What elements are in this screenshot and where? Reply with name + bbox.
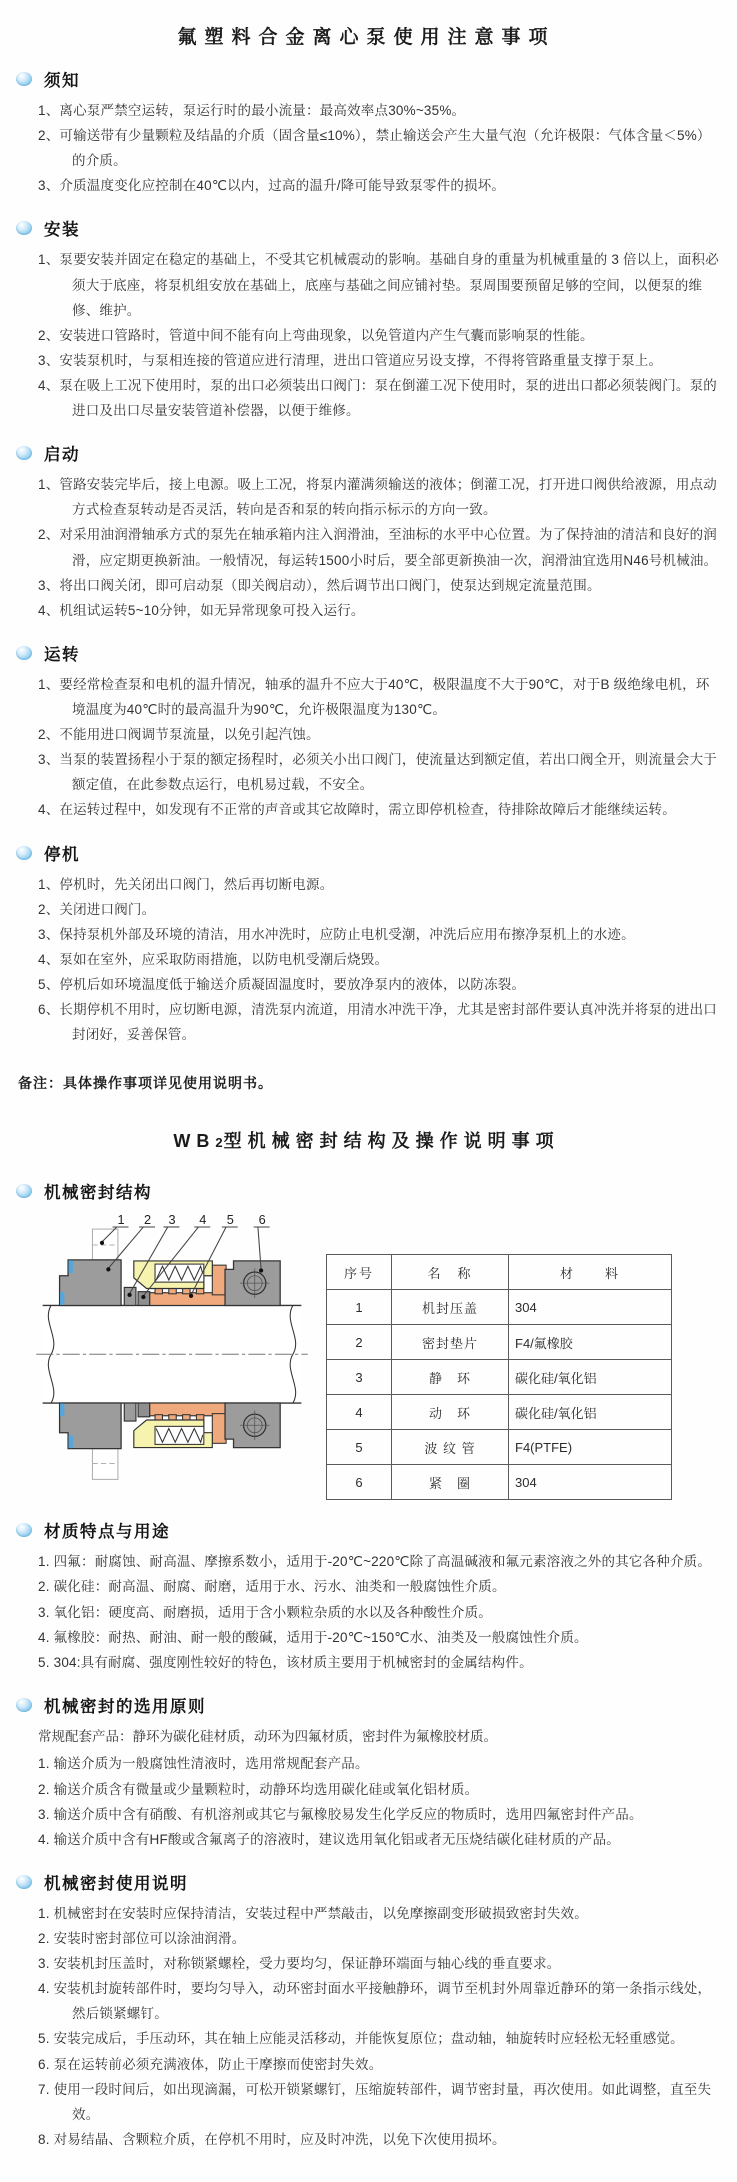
section-title-usage: 机械密封使用说明 [44,1874,188,1893]
section-title-selection: 机械密封的选用原则 [44,1697,206,1716]
cell-name: 紧 圈 [392,1465,509,1500]
seal-diagram-wrap [36,1210,308,1495]
list-item: 3、介质温度变化应控制在40℃以内，过高的温升/降可能导致泵零件的损坏。 [38,178,506,194]
list-item: 3. 输送介质中含有硝酸、有机溶剂或其它与氟橡胶易发生化学反应的物质时，选用四氟密封件产品。 [38,1806,643,1822]
bullet-icon [16,1184,32,1198]
list-item: 2、关闭进口阀门。 [38,901,156,917]
cell-material: F4(PTFE) [509,1430,672,1465]
cell-index: 5 [327,1430,392,1465]
cell-material: 304 [509,1290,672,1325]
col-header-name: 名 称 [392,1255,509,1290]
section-heading-shutdown [16,841,719,865]
list-item: 4. 安装机封旋转部件时，要均匀导入，动环密封面水平接触静环，调节至机封外周靠近静环的第一条指示线处，然后锁紧螺钉。 [38,1981,712,2022]
section-heading-selection [16,1693,719,1717]
cell-name: 波 纹 管 [392,1430,509,1465]
cell-index: 3 [327,1360,392,1395]
list-item: 5. 304:具有耐腐、强度刚性较好的特色，该材质主要用于机械密封的金属结构件。 [38,1654,533,1670]
bullet-icon [16,446,32,460]
cell-material: 碳化硅/氧化铝 [509,1360,672,1395]
list-item: 2. 安装时密封部位可以涂油润滑。 [38,1931,246,1947]
cell-index: 1 [327,1290,392,1325]
bullet-icon [16,646,32,660]
table-header-row [327,1255,672,1290]
shutdown-list [38,872,719,1048]
page-title: 氟塑料合金离心泵使用注意事项 [177,27,556,48]
callout-4: 4 [199,1212,207,1228]
callout-3: 3 [168,1212,176,1228]
list-item: 4、泵在吸上工况下使用时，泵的出口必须装出口阀门：泵在倒灌工况下使用时，泵的进出口都必须装阀门。泵的进口及出口尽量安装管道补偿器，以便于维修。 [38,377,718,419]
seal-parts-table [326,1254,672,1500]
list-item: 2、安装进口管路时，管道中间不能有向上弯曲现象，以免管道内产生气囊而影响泵的性能。 [38,327,594,343]
section-heading-notice [16,67,719,91]
list-item: 4. 输送介质中含有HF酸或含氟离子的溶液时，建议选用氧化铝或者无压烧结碳化硅材质的产品。 [38,1831,621,1847]
install-list [38,247,719,423]
usage-list [38,1901,719,2152]
bullet-icon [16,221,32,235]
title2-prefix: WB [173,1131,216,1152]
section-heading-usage [16,1870,719,1894]
callout-2: 2 [144,1212,152,1228]
startup-list [38,472,719,623]
cell-name: 密封垫片 [392,1325,509,1360]
bullet-icon [16,1523,32,1537]
title2-suffix: 型机械密封结构及操作说明事项 [223,1131,560,1152]
list-item: 2. 输送介质含有微量或少量颗粒时，动静环均选用碳化硅或氧化铝材质。 [38,1781,479,1797]
list-item: 1、泵要安装并固定在稳定的基础上，不受其它机械震动的影响。基础自身的重量为机械重量的 3 倍以上，面积必须大于底座，将泵机组安放在基础上，底座与基础之间应铺衬垫。泵周围要预留足够的空间，以便泵的维修、维护。 [38,252,719,318]
seal-assembly-top [60,1229,281,1305]
material-list [38,1549,719,1675]
list-item: 2、可输送带有少量颗粒及结晶的介质（固含量≤10%），禁止输送会产生大量气泡（允许极限：气体含量＜5%）的介质。 [38,128,711,169]
list-item: 4. 氟橡胶：耐热、耐油、耐一般的酸碱，适用于-20℃~150℃水、油类及一般腐蚀性介质。 [38,1629,588,1645]
selection-intro: 常规配套产品：静环为碳化硅材质，动环为四氟材质，密封件为氟橡胶材质。 [38,1728,497,1744]
list-item: 1. 输送介质为一般腐蚀性清液时，选用常规配套产品。 [38,1756,369,1772]
cell-index: 4 [327,1395,392,1430]
list-item: 3、当泵的装置扬程小于泵的额定扬程时，必须关小出口阀门，使流量达到额定值，若出口阀全开，则流量会大于额定值，在此参数点运行，电机易过载，不安全。 [38,752,718,793]
bullet-icon [16,846,32,860]
col-header-index: 序号 [327,1255,392,1290]
bullet-icon [16,1875,32,1889]
list-item: 2、不能用进口阀调节泵流量，以免引起汽蚀。 [38,727,320,743]
cell-name: 静 环 [392,1360,509,1395]
section-title-startup: 启动 [44,446,80,465]
list-item: 4、在运转过程中，如发现有不正常的声音或其它故障时，需立即停机检查，待排除故障后才能继续运转。 [38,802,676,818]
list-item: 3. 氧化铝：硬度高、耐磨损，适用于含小颗粒杂质的水以及各种酸性介质。 [38,1604,493,1620]
list-item: 5. 安装完成后，手压动环，其在轴上应能灵活移动，并能恢复原位；盘动轴，轴旋转时应轻松无轻重感觉。 [38,2031,684,2047]
selection-list [38,1751,719,1851]
table-row [327,1465,672,1500]
list-item: 5、停机后如环境温度低于输送介质凝固温度时，要放净泵内的液体，以防冻裂。 [38,976,526,992]
cell-index: 6 [327,1465,392,1500]
mechanical-seal-cross-section-diagram [36,1210,308,1490]
callout-1: 1 [117,1212,125,1228]
page-title-2 [14,1127,719,1153]
section-title-notice: 须知 [44,72,80,90]
table-row [327,1360,672,1395]
list-item: 6. 泵在运转前必须充满液体，防止干摩擦而使密封失效。 [38,2056,383,2072]
list-item: 2. 碳化硅：耐高温、耐腐、耐磨，适用于水、污水、油类和一般腐蚀性介质。 [38,1579,506,1595]
notice-list [38,98,719,198]
cell-index: 2 [327,1325,392,1360]
list-item: 4、机组试运转5~10分钟，如无异常现象可投入运行。 [38,602,365,618]
section-title-seal-structure: 机械密封结构 [44,1184,152,1203]
list-item: 4、泵如在室外，应采取防雨措施，以防电机受潮后烧毁。 [38,951,389,967]
list-item: 3、保持泵机外部及环境的清洁，用水冲洗时，应防止电机受潮，冲洗后应用布擦净泵机上的水迹。 [38,926,635,942]
seal-structure-block [36,1210,719,1500]
callout-5: 5 [226,1212,234,1228]
title2-subscript: 2 [215,1135,224,1151]
section-title-install: 安装 [44,221,80,240]
list-item: 2、对采用油润滑轴承方式的泵先在轴承箱内注入润滑油，至油标的水平中心位置。为了保持油的清洁和良好的润滑，应定期更换新油。一般情况，每运转1500小时后，要全部更新换油一次，润滑油宜选用N46号机械油。 [38,527,718,568]
section-title-material: 材质特点与用途 [44,1523,170,1542]
seal-parts-table-wrap [326,1254,672,1500]
table-row [327,1395,672,1430]
section-heading-startup [16,441,719,465]
seal-assembly-bottom [60,1403,281,1479]
section-heading-install [16,216,719,240]
list-item: 3、将出口阀关闭，即可启动泵（即关阀启动），然后调节出口阀门，使泵达到规定流量范围。 [38,577,601,593]
table-row [327,1290,672,1325]
operation-list [38,672,719,823]
list-item: 3、安装泵机时，与泵相连接的管道应进行清理，进出口管道应另设支撑，不得将管路重量支撑于泵上。 [38,352,663,368]
section-title-shutdown: 停机 [44,845,80,864]
cell-material: F4/氟橡胶 [509,1325,672,1360]
cell-name: 机封压盖 [392,1290,509,1325]
section-heading-operation [16,641,719,665]
col-header-material: 材 料 [509,1255,672,1290]
section-heading-seal-structure [16,1179,719,1203]
callout-6: 6 [258,1212,266,1228]
list-item: 6、长期停机不用时，应切断电源，清洗泵内流道，用清水冲洗干净，尤其是密封部件要认真冲洗并将泵的进出口封闭好，妥善保管。 [38,1002,718,1043]
section-heading-material [16,1518,719,1542]
table-row [327,1325,672,1360]
cell-name: 动 环 [392,1395,509,1430]
cell-material: 304 [509,1465,672,1500]
table-row [327,1430,672,1465]
list-item: 7. 使用一段时间后，如出现滴漏，可松开锁紧螺钉，压缩旋转部件，调节密封量，再次使用。如此调整，直至失效。 [38,2081,712,2122]
list-item: 1、要经常检查泵和电机的温升情况，轴承的温升不应大于40℃，极限温度不大于90℃，对于B 级绝缘电机，环境温度为40℃时的最高温升为90℃，允许极限温度为130℃。 [38,676,710,717]
list-item: 1、管路安装完毕后，接上电源。吸上工况，将泵内灌满须输送的液体；倒灌工况，打开进口阀供给液源，用点动方式检查泵转动是否灵活，转向是否和泵的转向指示标示的方向一致。 [38,477,718,518]
cell-material: 碳化硅/氧化铝 [509,1395,672,1430]
bullet-icon [16,1698,32,1712]
list-item: 1、停机时，先关闭出口阀门，然后再切断电源。 [38,876,334,892]
list-item: 1. 四氟：耐腐蚀、耐高温、摩擦系数小，适用于-20℃~220℃除了高温碱液和氟元素溶液之外的其它各种介质。 [38,1554,712,1570]
list-item: 8. 对易结晶、含颗粒介质，在停机不用时，应及时冲洗，以免下次使用损坏。 [38,2131,506,2147]
list-item: 3. 安装机封压盖时，对称锁紧螺栓，受力要均匀，保证静环端面与轴心线的垂直要求。 [38,1956,561,1972]
list-item: 1、离心泵严禁空运转，泵运行时的最小流量：最高效率点30%~35%。 [38,103,466,118]
remark-note: 备注：具体操作事项详见使用说明书。 [18,1075,273,1092]
list-item: 1. 机械密封在安装时应保持清洁，安装过程中严禁敲击，以免摩擦副变形破损致密封失效。 [38,1905,588,1921]
section-title-operation: 运转 [44,645,80,664]
bullet-icon [16,72,32,86]
